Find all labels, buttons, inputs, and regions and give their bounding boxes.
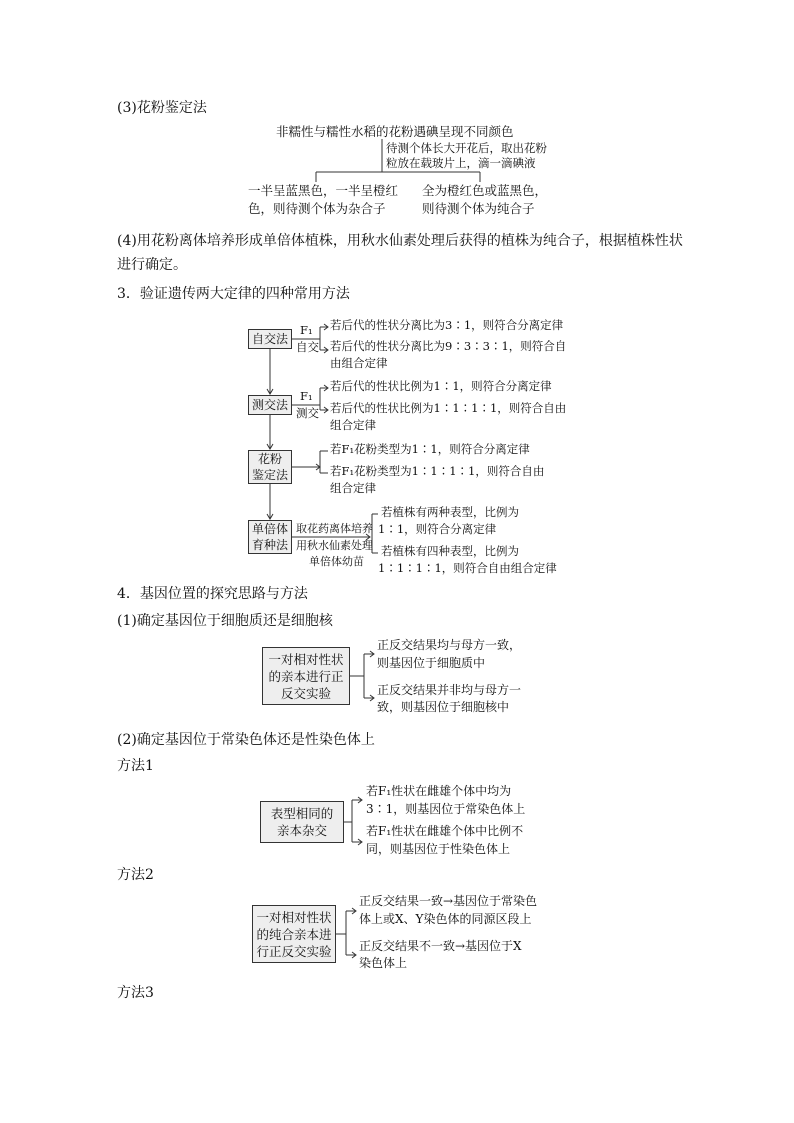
cytoplasm-result-1b: 则基因位于细胞质中 <box>377 656 486 670</box>
method-3-label: 方法3 <box>117 985 154 1001</box>
selfing-result-2a: 若后代的性状分离比为9∶3∶3∶1，则符合自 <box>330 339 567 353</box>
pollen-result-left-2: 色，则待测个体为杂合子 <box>248 201 386 216</box>
testcross-result-2b: 组合定律 <box>330 418 376 432</box>
subsection-4-1-title: (1)确定基因位于细胞质还是细胞核 <box>117 613 333 629</box>
consistent-result-1a: 正反交结果一致→基因位于常染色 <box>359 894 538 908</box>
method-haploid-name-1: 单倍体 <box>251 522 288 536</box>
pure-line-box-line-2: 的纯合亲本进 <box>256 926 332 942</box>
pollen-premise: 非糯性与糯性水稻的花粉遇碘呈现不同颜色 <box>276 124 514 139</box>
haploid-step-2: 用秋水仙素处理 <box>296 539 373 552</box>
pollen-result-left-1: 一半呈蓝黑色，一半呈橙红 <box>248 183 399 198</box>
selfing-result-2b: 由组合定律 <box>330 356 388 370</box>
nucleus-result-2a: 正反交结果并非均与母方一 <box>377 683 522 697</box>
pollen-step-1: 待测个体长大开花后，取出花粉 <box>386 141 547 155</box>
sex-chromosome-result-2b: 同，则基因位于性染色体上 <box>366 842 511 856</box>
haploid-step-1: 取花药离体培养 <box>296 522 373 535</box>
selfing-result-1: 若后代的性状分离比为3∶1，则符合分离定律 <box>330 318 564 332</box>
method-1-label: 方法1 <box>117 758 154 774</box>
section-3-title: (3)花粉鉴定法 <box>117 100 207 116</box>
pollen-method-result-1: 若F₁花粉类型为1∶1，则符合分离定律 <box>330 442 530 456</box>
testcross-result-1: 若后代的性状比例为1∶1，则符合分离定律 <box>330 379 552 393</box>
same-phenotype-line-2: 亲本杂交 <box>276 823 327 838</box>
cytoplasm-result-1a: 正反交结果均与母方一致， <box>377 638 522 652</box>
pollen-step-2: 粒放在载玻片上，滴一滴碘液 <box>386 156 536 170</box>
pollen-method-result-2a: 若F₁花粉类型为1∶1∶1∶1，则符合自由 <box>330 464 545 478</box>
heading-4: 4．基因位置的探究思路与方法 <box>117 586 308 602</box>
testcross-result-2a: 若后代的性状比例为1∶1∶1∶1，则符合自由 <box>330 401 567 415</box>
method-pollen-name-2: 鉴定法 <box>251 468 288 482</box>
haploid-result-1b: 1∶1，则符合分离定律 <box>378 522 497 536</box>
same-phenotype-line-1: 表型相同的 <box>270 806 334 821</box>
pollen-method-result-2b: 组合定律 <box>330 481 376 495</box>
section-4-line-1: (4)用花粉离体培养形成单倍体植株，用秋水仙素处理后获得的植株为纯合子，根据植株性状 <box>117 233 683 249</box>
haploid-result-2b: 1∶1∶1∶1，则符合自由组合定律 <box>378 561 557 575</box>
haploid-result-2a: 若植株有四种表型，比例为 <box>381 544 519 558</box>
reciprocal-cross-line-2: 的亲本进行正 <box>268 668 344 684</box>
autosome-result-1a: 若F₁性状在雌雄个体中均为 <box>366 784 512 798</box>
haploid-step-3: 单倍体幼苗 <box>309 555 364 568</box>
section-4-line-2: 进行确定。 <box>117 257 187 273</box>
testcross-label-f1: F₁ <box>300 389 313 403</box>
autosome-result-1b: 3∶1，则基因位于常染色体上 <box>366 802 526 816</box>
selfing-label-action: 自交 <box>296 340 319 354</box>
subsection-4-2-title: (2)确定基因位于常染色体还是性染色体上 <box>117 732 375 748</box>
method-2-label: 方法2 <box>117 867 154 883</box>
heading-3: 3．验证遗传两大定律的四种常用方法 <box>117 286 350 302</box>
method-pollen-name-1: 花粉 <box>257 452 282 466</box>
sex-chromosome-result-2a: 若F₁性状在雌雄个体中比例不 <box>366 824 524 838</box>
consistent-result-1b: 体上或X、Y染色体的同源区段上 <box>359 912 532 926</box>
method-haploid-name-2: 育种法 <box>251 538 288 552</box>
haploid-result-1a: 若植株有两种表型，比例为 <box>381 505 519 519</box>
inconsistent-result-2a: 正反交结果不一致→基因位于X <box>359 939 522 953</box>
method-testcross-name: 测交法 <box>251 398 288 412</box>
nucleus-result-2b: 致，则基因位于细胞核中 <box>377 700 510 714</box>
reciprocal-cross-line-1: 一对相对性状 <box>268 651 344 667</box>
pure-line-box-line-3: 行正反交实验 <box>256 943 332 959</box>
method-selfing-name: 自交法 <box>251 332 288 346</box>
pollen-result-right-2: 则待测个体为纯合子 <box>422 201 535 216</box>
selfing-label-f1: F₁ <box>300 323 313 337</box>
reciprocal-cross-line-3: 反交实验 <box>280 685 331 701</box>
inconsistent-result-2b: 染色体上 <box>359 956 408 970</box>
pollen-result-right-1: 全为橙红色或蓝黑色， <box>422 183 548 198</box>
testcross-label-action: 测交 <box>296 406 319 420</box>
pure-line-box-line-1: 一对相对性状 <box>256 909 332 925</box>
